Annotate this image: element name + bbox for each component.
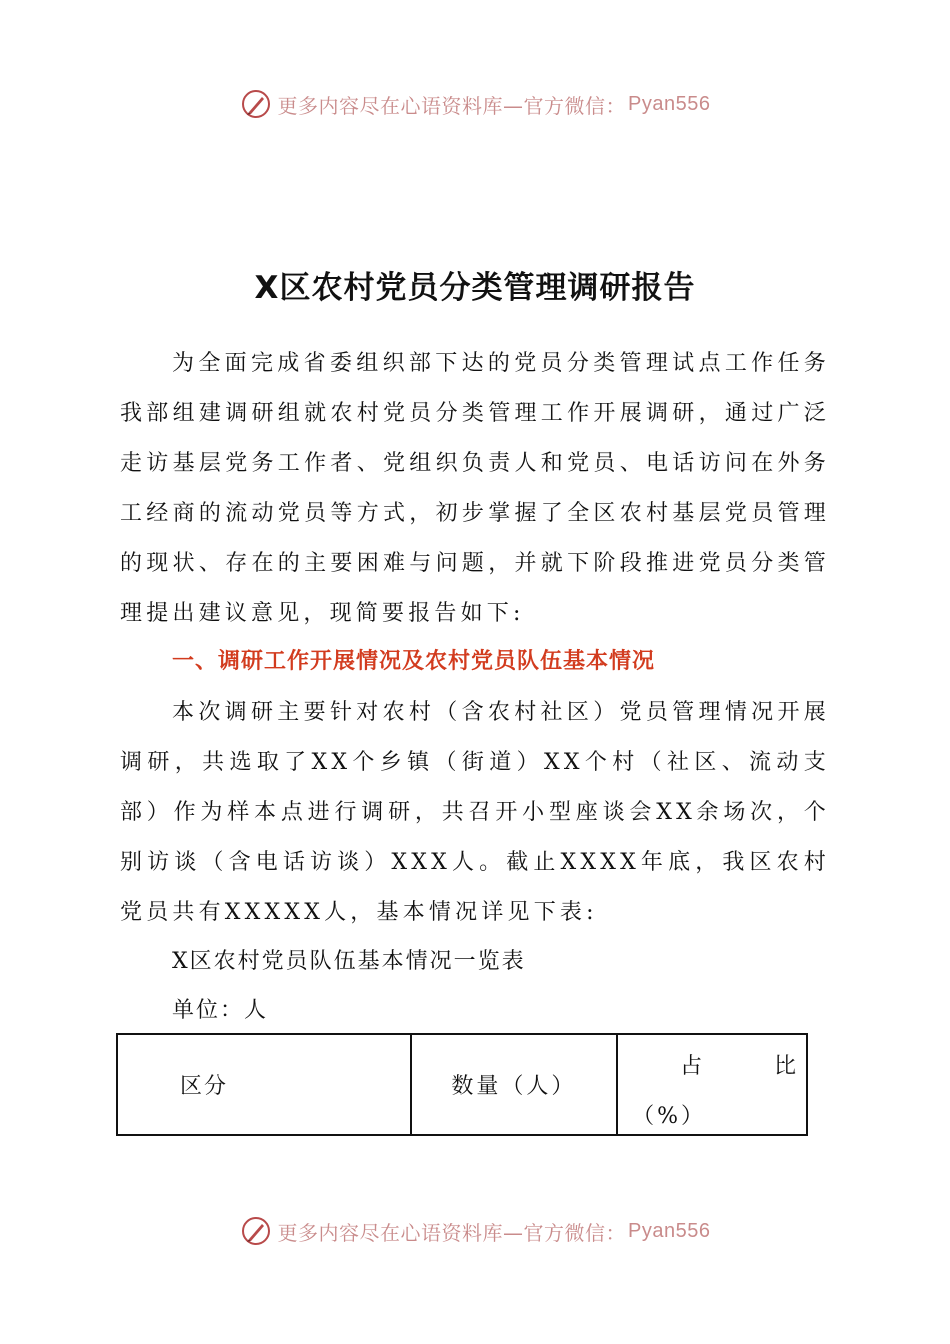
header-category-text: 区分 — [180, 1074, 229, 1099]
watermark-wechat-id: Pyan556 — [628, 92, 711, 115]
header-ratio-part1: 占 — [680, 1054, 703, 1079]
statistics-table — [116, 1033, 808, 1136]
intro-paragraph: 为全面完成省委组织部下达的党员分类管理试点工作任务我部组建调研组就农村党员分类管理工作开展调研，通过广泛走访基层党务工作者、党组织负责人和党员、电话访问在外务工经商的流动党员等方式，初步掌握了全区农村基层党员管理的现状、存在的主要困难与问题，并就下阶段推进党员分类管理提出建议意见，现简要报告如下: — [120, 351, 830, 626]
header-category — [117, 1034, 411, 1135]
header-ratio-part3: （%） — [632, 1104, 707, 1129]
document-title: X区农村党员分类管理调研报告 — [254, 270, 696, 306]
watermark-wechat-id: Pyan556 — [628, 1219, 711, 1242]
watermark-header — [0, 86, 950, 122]
table-caption: X区农村党员队伍基本情况一览表 — [172, 949, 526, 974]
header-ratio-part2: 比 — [773, 1054, 796, 1079]
watermark-text: 更多内容尽在心语资料库—官方微信： — [277, 1220, 627, 1245]
header-count: 数量（人） — [411, 1034, 618, 1135]
section-heading: 一、调研工作开展情况及农村党员队伍基本情况 — [172, 649, 656, 674]
unit-label: 单位：人 — [172, 998, 269, 1023]
quill-pen-icon — [240, 88, 272, 120]
section-paragraph: 本次调研主要针对农村（含农村社区）党员管理情况开展调研，共选取了XX个乡镇（街道）XX个村（社区、流动支部）作为样本点进行调研，共召开小型座谈会XX余场次，个别访谈（含电话访谈）XXX人。截止XXXX年底，我区农村党员共有XXXXX人，基本情况详见下表: — [120, 700, 830, 925]
table-header-row — [117, 1034, 807, 1135]
quill-pen-icon — [240, 1215, 272, 1247]
watermark-text: 更多内容尽在心语资料库—官方微信： — [277, 93, 627, 118]
header-ratio — [617, 1034, 807, 1135]
watermark-footer — [0, 1213, 950, 1249]
